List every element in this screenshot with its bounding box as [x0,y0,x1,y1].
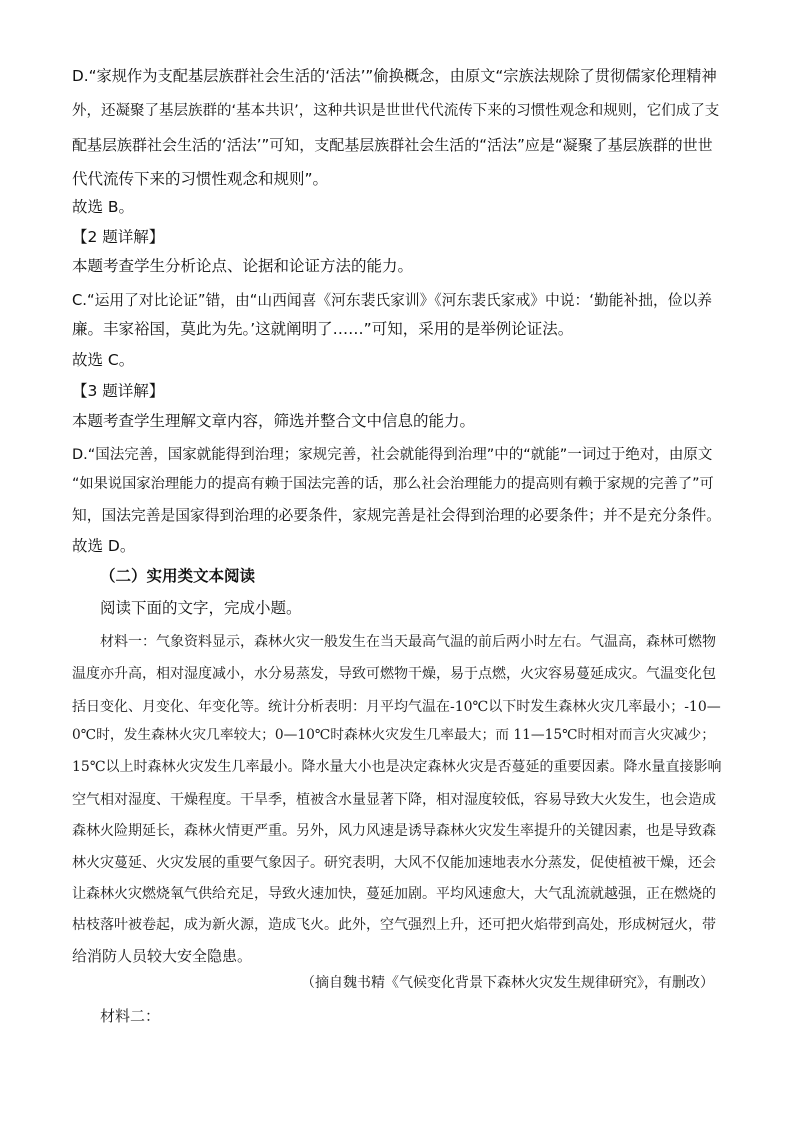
answer-line: C.“运用了对比论证”错，由“山西闻喜《河东裴氏家训》《河东裴氏家戒》中说：‘勤能补拙，俭以养 [72,292,712,309]
section-instruction: 阅读下面的文字，完成小题。 [100,599,302,617]
answer-choice: 故选 D。 [72,537,136,555]
answer-choice: 故选 C。 [72,351,135,369]
material-line: 森林火险期延长，森林火情更严重。另外，风力风速是诱导森林火灾发生率提升的关键因素，也是导致森 [72,823,716,839]
material-line: 材料一：气象资料显示，森林火灾一般发生在当天最高气温的前后两小时左右。气温高，森林可燃物 [100,634,716,650]
material-line: 0℃时，发生森林火灾几率较大；0—10℃时森林火灾发生几率最大；而 11—15℃时相对而言火灾减少； [72,727,716,743]
answer-line: 廉。丰家裕国，莫此为先。’这就阐明了……”可知，采用的是举例论证法。 [72,320,574,338]
question-detail-heading: 【2 题详解】 [72,228,165,246]
question-detail-heading: 【3 题详解】 [72,382,165,400]
material-line: 括日变化、月变化、年变化等。统计分析表明：月平均气温在-10℃以下时发生森林火灾几率最小；-10— [72,699,721,715]
answer-line: D.“家规作为支配基层族群社会生活的‘活法’”偷换概念，由原文“宗族法规除了贯彻儒家伦理精神 [72,67,717,85]
material-line: 15℃以上时森林火灾发生几率最小。降水量大小也是决定森林火灾是否蔓延的重要因素。降水量直接影响 [72,759,722,775]
answer-line: “如果说国家治理能力的提高有赖于国法完善的话，那么社会治理能力的提高则有赖于家规的完善了”可 [72,476,714,492]
answer-line: 知，国法完善是国家得到治理的必要条件，家规完善是社会得到治理的必要条件；并不是充分条件。 [72,507,721,524]
material-source: （摘自魏书精《气候变化背景下森林火灾发生规律研究》，有删改） [301,975,714,991]
section-title: （二）实用类文本阅读 [100,567,256,585]
material-line: 给消防人员较大安全隐患。 [72,947,253,965]
answer-line: 本题考查学生分析论点、论据和论证方法的能力。 [72,257,414,275]
answer-line: 外，还凝聚了基层族群的‘基本共识’，这种共识是世世代代流传下来的习惯性观念和规则，它们成了支 [72,103,720,119]
answer-choice: 故选 B。 [72,198,135,216]
answer-line: 代代流传下来的习惯性观念和规则”。 [72,170,329,188]
answer-line: D.“国法完善，国家就能得到治理；家规完善，社会就能得到治理”中的“就能”一词过于绝对，由原文 [72,447,713,463]
answer-line: 配基层族群社会生活的‘活法’”可知，支配基层族群社会生活的“活法”应是“凝聚了基层族群的世世 [72,136,713,154]
answer-line: 本题考查学生理解文章内容，筛选并整合文中信息的能力。 [72,412,476,430]
material-line: 让森林火灾燃烧氧气供给充足，导致火速加快，蔓延加剧。平均风速愈大，大气乱流就越强，正在燃烧的 [72,886,716,902]
material-line: 温度亦升高，相对湿度减小，水分易蒸发，导致可燃物干燥，易于点燃，火灾容易蔓延成灾。气温变化包 [72,666,716,682]
material-line: 枯枝落叶被卷起，成为新火源，造成飞火。此外，空气强烈上升，还可把火焰带到高处，形成树冠火，带 [72,917,716,933]
material-line: 空气相对湿度、干燥程度。干旱季，植被含水量显著下降，相对湿度较低，容易导致大火发生，也会造成 [72,792,716,808]
material-label: 材料二： [100,1007,161,1025]
material-line: 林火灾蔓延、火灾发展的重要气象因子。研究表明，大风不仅能加速地表水分蒸发，促使植被干燥，还会 [72,855,716,871]
